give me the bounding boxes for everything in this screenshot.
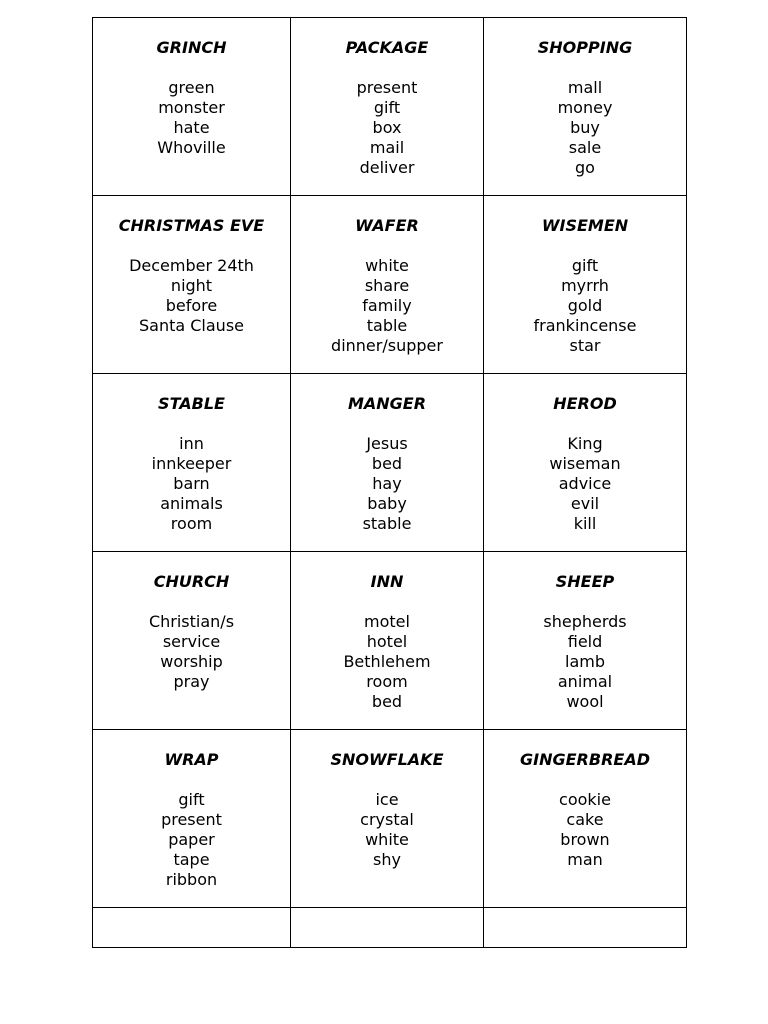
card-word: evil [570, 494, 600, 513]
card-title: CHURCH [153, 572, 230, 591]
card-title: GINGERBREAD [520, 750, 650, 769]
taboo-card [93, 552, 291, 730]
card-row [93, 18, 687, 196]
card-word: mail [369, 138, 405, 157]
card-word: worship [160, 652, 223, 671]
card-word: present [356, 78, 418, 97]
card-word: hate [173, 118, 210, 137]
card-title: CHRISTMAS EVE [118, 216, 265, 235]
taboo-card [291, 196, 484, 374]
card-word: innkeeper [151, 454, 232, 473]
card-word: field [567, 632, 603, 651]
card-title: GRINCH [156, 38, 227, 57]
taboo-card [484, 730, 687, 908]
card-title: WISEMEN [541, 216, 629, 235]
taboo-card [291, 18, 484, 196]
card-grid [92, 17, 687, 948]
card-word: King [567, 434, 603, 453]
card-word: bed [371, 692, 403, 711]
card-word: dinner/supper [331, 336, 443, 355]
card-row [93, 552, 687, 730]
card-word: December 24th [129, 256, 254, 275]
taboo-card [93, 196, 291, 374]
card-word: advice [558, 474, 612, 493]
card-word: box [372, 118, 402, 137]
card-word: wiseman [549, 454, 621, 473]
card-word: inn [179, 434, 204, 453]
card-word: barn [173, 474, 210, 493]
card-word: Jesus [366, 434, 408, 453]
taboo-card [484, 374, 687, 552]
card-word: cake [566, 810, 604, 829]
card-word: table [366, 316, 408, 335]
empty-card-row [93, 908, 687, 948]
card-word: deliver [359, 158, 415, 177]
card-title: STABLE [158, 394, 225, 413]
card-title: PACKAGE [345, 38, 429, 57]
card-word: animal [557, 672, 613, 691]
card-title: WRAP [164, 750, 219, 769]
card-word: pray [173, 672, 210, 691]
card-word: man [567, 850, 603, 869]
card-word: cookie [559, 790, 611, 809]
card-word: white [365, 256, 409, 275]
card-word: shepherds [543, 612, 627, 631]
taboo-card [93, 18, 291, 196]
card-title: SHOPPING [537, 38, 633, 57]
card-word: buy [570, 118, 600, 137]
card-word: bed [371, 454, 403, 473]
card-word: Bethlehem [343, 652, 431, 671]
card-word: green [168, 78, 215, 97]
card-word: gift [571, 256, 599, 275]
card-word: before [165, 296, 218, 315]
taboo-card [93, 374, 291, 552]
taboo-card [291, 552, 484, 730]
card-word: frankincense [533, 316, 637, 335]
card-row [93, 196, 687, 374]
card-word: baby [367, 494, 407, 513]
card-word: brown [560, 830, 610, 849]
card-word: present [161, 810, 222, 829]
card-word: shy [373, 850, 401, 869]
card-row [93, 730, 687, 908]
card-word: money [557, 98, 613, 117]
taboo-card [93, 730, 291, 908]
card-word: myrrh [561, 276, 609, 295]
card-word: gold [567, 296, 603, 315]
empty-card-cell [93, 908, 291, 948]
card-word: share [364, 276, 410, 295]
card-word: ice [375, 790, 399, 809]
card-word: white [365, 830, 409, 849]
card-word: wool [566, 692, 604, 711]
taboo-card [484, 552, 687, 730]
card-word: sale [568, 138, 602, 157]
card-word: Whoville [157, 138, 226, 157]
card-title: HEROD [553, 394, 617, 413]
card-word: kill [573, 514, 597, 533]
card-word: hotel [366, 632, 408, 651]
card-word: crystal [360, 810, 414, 829]
taboo-card [291, 730, 484, 908]
card-word: gift [373, 98, 401, 117]
taboo-card [291, 374, 484, 552]
card-word: Christian/s [148, 612, 235, 631]
taboo-card [484, 196, 687, 374]
card-grid-body [93, 18, 687, 948]
card-word: mall [567, 78, 603, 97]
card-word: night [170, 276, 213, 295]
card-word: family [362, 296, 412, 315]
card-word: room [170, 514, 213, 533]
card-word: motel [364, 612, 410, 631]
card-title: SNOWFLAKE [330, 750, 444, 769]
card-word: room [366, 672, 408, 691]
card-title: SHEEP [555, 572, 615, 591]
empty-card-cell [484, 908, 687, 948]
card-word: monster [158, 98, 225, 117]
card-word: Santa Clause [138, 316, 244, 335]
card-title: INN [370, 572, 404, 591]
card-title: WAFER [355, 216, 419, 235]
card-title: MANGER [347, 394, 427, 413]
card-word: tape [173, 850, 210, 869]
card-word: go [575, 158, 595, 177]
card-row [93, 374, 687, 552]
card-word: gift [178, 790, 205, 809]
card-word: stable [362, 514, 412, 533]
card-word: star [569, 336, 601, 355]
empty-card-cell [291, 908, 484, 948]
card-word: service [162, 632, 221, 651]
card-word: animals [160, 494, 223, 513]
card-word: hay [372, 474, 402, 493]
taboo-card [484, 18, 687, 196]
card-word: ribbon [165, 870, 218, 889]
card-word: paper [168, 830, 215, 849]
card-word: lamb [565, 652, 605, 671]
